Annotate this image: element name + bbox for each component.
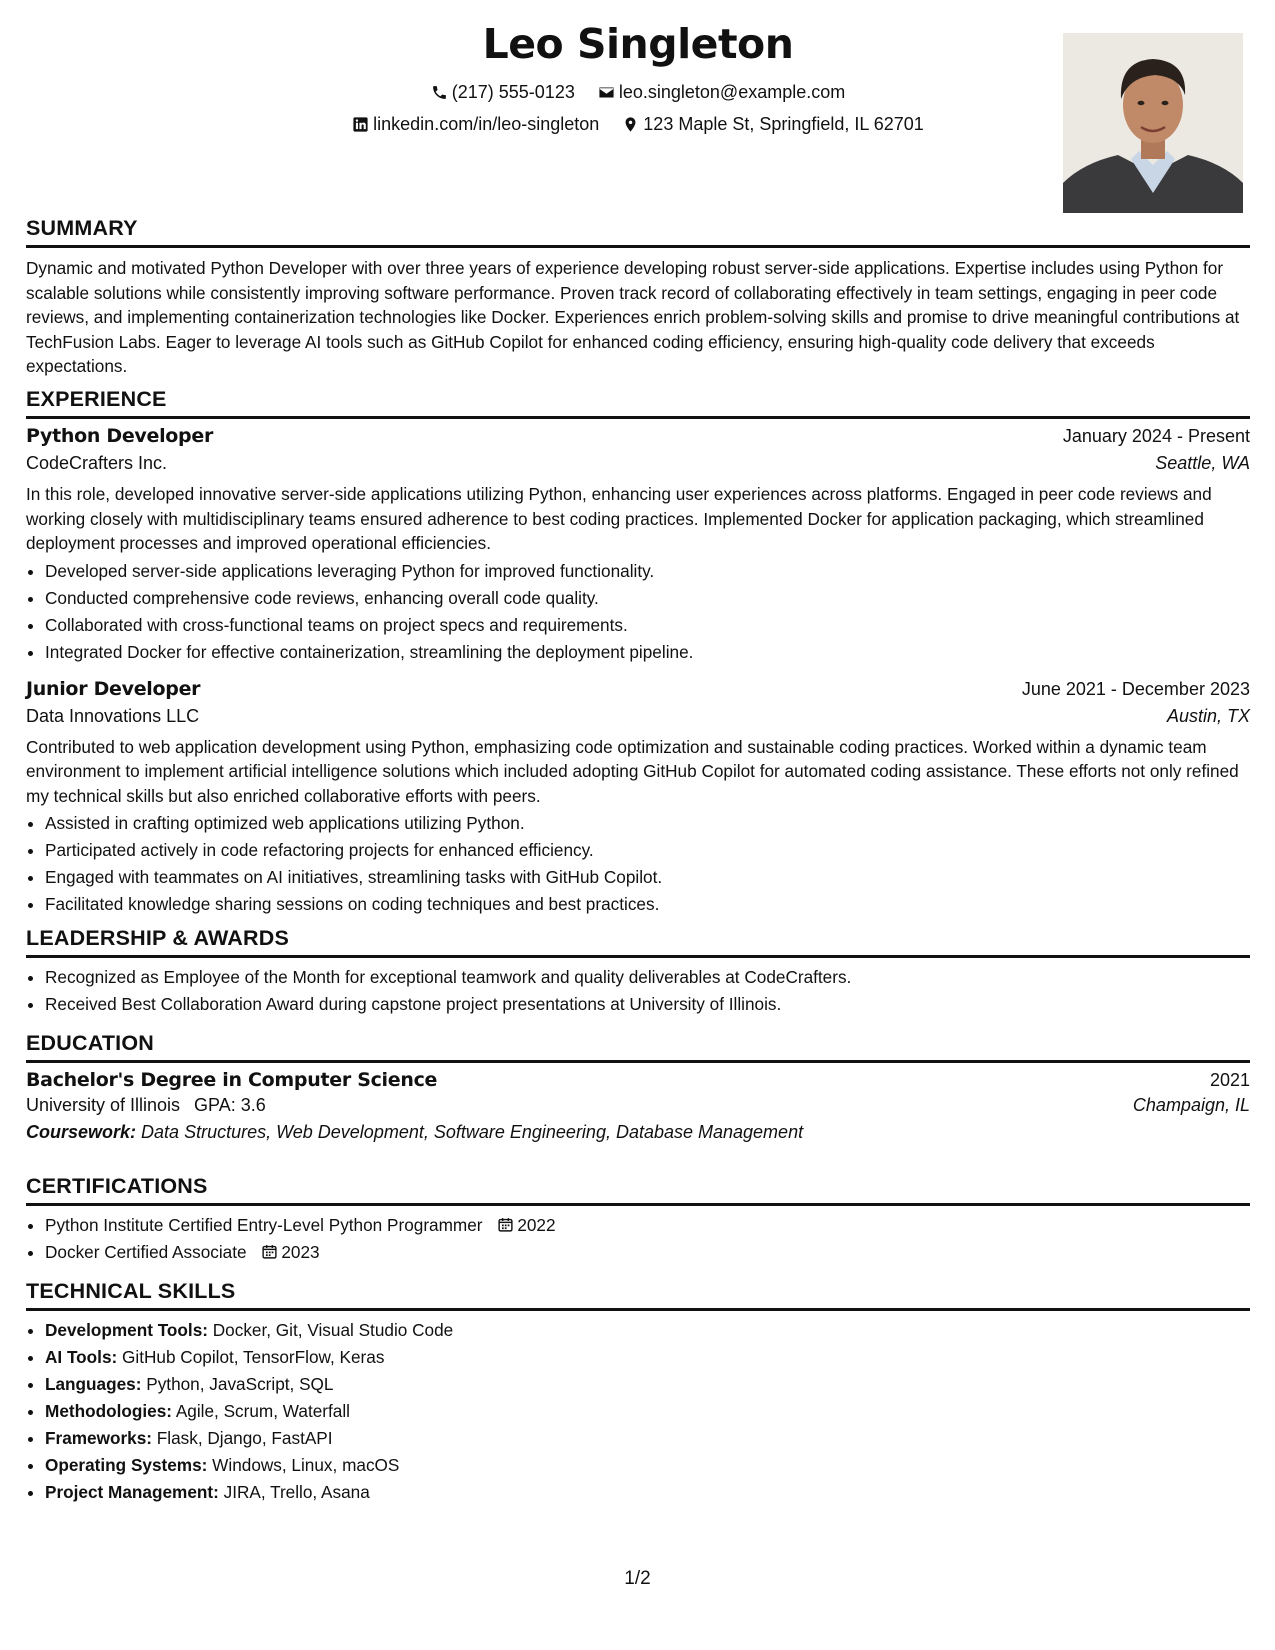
- list-item: • Recognized as Employee of the Month for exceptional teamwork and quality deliverables at CodeCrafters.: [45, 964, 1250, 991]
- resume-page: [26, 0, 1250, 1650]
- skills-section: [26, 1279, 1250, 1506]
- list-item: • Assisted in crafting optimized web applications utilizing Python.: [45, 810, 1250, 837]
- summary-heading: SUMMARY: [26, 216, 1250, 248]
- job-company: Data Innovations LLC: [26, 705, 200, 726]
- certifications-heading: CERTIFICATIONS: [26, 1174, 1250, 1206]
- calendar-icon: [497, 1216, 514, 1233]
- coursework-list: Data Structures, Web Development, Software Engineering, Database Management: [141, 1122, 804, 1142]
- page-number: 1/2: [624, 1568, 651, 1589]
- contact-email[interactable]: [598, 82, 845, 103]
- job-location: Austin, TX: [1166, 705, 1250, 726]
- summary-text: Dynamic and motivated Python Developer with over three years of experience developing robust server-side applications. Expertise includes using Python for scalable solutions while consistently improving software performance. Proven track record of collaborating effectively in team settings, engaging in peer code reviews, and implementing containerization technologies like Docker. Experiences enrich problem-solving skills and promise to drive meaningful contributions at TechFusion Labs. Eager to leverage AI tools such as GitHub Copilot for enhanced coding efficiency, ensuring high-quality code delivery that exceeds expectations.: [26, 258, 1240, 376]
- coursework: [26, 1122, 1250, 1143]
- skill-value: JIRA, Trello, Asana: [223, 1482, 370, 1502]
- phone-icon: [431, 84, 448, 101]
- job-company-row: [26, 706, 1250, 727]
- skills-list: [26, 1317, 1250, 1506]
- job-description: In this role, developed innovative server-side applications utilizing Python, enhancing user experiences across platforms. Engaged in peer code reviews and working closely with multidisciplinary teams ensured adherence to best coding practices. Implemented Docker for application packaging, which streamlined deployment processes and improved operational efficiencies.: [26, 484, 1212, 553]
- address-text: 123 Maple St, Springfield, IL 62701: [643, 114, 924, 134]
- job-location: Seattle, WA: [1155, 453, 1250, 473]
- list-item: [45, 1425, 1250, 1452]
- list-item: • Conducted comprehensive code reviews, enhancing overall code quality.: [45, 585, 1250, 612]
- list-item: • Participated actively in code refactoring projects for enhanced efficiency.: [45, 837, 1250, 864]
- summary-section: [26, 216, 1250, 379]
- education-section: [26, 1031, 1250, 1143]
- list-item: • Received Best Collaboration Award during capstone project presentations at University of Illinois.: [45, 991, 1250, 1018]
- certification-year: 2023: [281, 1242, 320, 1262]
- list-item: [45, 1371, 1250, 1398]
- coursework-label: Coursework:: [26, 1122, 137, 1142]
- contact-phone[interactable]: [431, 82, 575, 103]
- calendar-icon: [261, 1243, 278, 1260]
- candidate-name: Leo Singleton: [482, 20, 794, 68]
- job-entry: [26, 425, 1250, 666]
- job-header-row: [26, 425, 1250, 447]
- list-item: [45, 1452, 1250, 1479]
- skill-label: Project Management:: [45, 1482, 219, 1502]
- leadership-heading: LEADERSHIP & AWARDS: [26, 926, 1250, 958]
- envelope-icon: [598, 84, 615, 101]
- list-item: • Integrated Docker for effective containerization, streamlining the deployment pipeline.: [45, 639, 1250, 666]
- list-item: • Facilitated knowledge sharing sessions on coding techniques and best practices.: [45, 891, 1250, 918]
- certification-year: 2022: [517, 1215, 556, 1235]
- list-item: [45, 1479, 1250, 1506]
- skill-label: Frameworks:: [45, 1428, 152, 1448]
- list-item: [45, 1239, 1250, 1266]
- school-info: [26, 1095, 266, 1116]
- list-item: • Collaborated with cross-functional teams on project specs and requirements.: [45, 612, 1250, 639]
- job-dates: June 2021 - December 2023: [1021, 678, 1250, 699]
- experience-heading: EXPERIENCE: [26, 387, 1250, 419]
- list-item: [45, 1317, 1250, 1344]
- resume-header: [26, 0, 1250, 220]
- skills-heading: TECHNICAL SKILLS: [26, 1279, 1250, 1311]
- leadership-section: [26, 926, 1250, 1018]
- school-name: University of Illinois: [26, 1095, 181, 1115]
- skill-value: Docker, Git, Visual Studio Code: [212, 1320, 454, 1340]
- education-degree-row: [26, 1069, 1250, 1091]
- profile-photo: [1063, 33, 1243, 213]
- email-text: leo.singleton@example.com: [618, 82, 846, 102]
- contact-linkedin[interactable]: [352, 114, 599, 135]
- certifications-list: [26, 1212, 1250, 1266]
- leadership-list: [26, 964, 1250, 1018]
- skill-value: Python, JavaScript, SQL: [146, 1374, 334, 1394]
- education-school-row: [26, 1095, 1250, 1116]
- graduation-year: 2021: [1209, 1070, 1250, 1090]
- job-dates: January 2024 - Present: [1062, 426, 1250, 446]
- job-description: Contributed to web application development using Python, emphasizing code optimization and sustainable coding practices. Worked within a dynamic team environment to implement artificial intelligence solutions which included adopting GitHub Copilot for automated coding assistance. These efforts not only refined my technical skills but also enriched collaborative efforts with peers.: [26, 736, 1239, 806]
- school-location: Champaign, IL: [1132, 1095, 1250, 1115]
- list-item: [45, 1344, 1250, 1371]
- job-company: CodeCrafters Inc.: [26, 453, 168, 473]
- skill-value: Agile, Scrum, Waterfall: [175, 1401, 350, 1421]
- skill-label: Development Tools:: [45, 1320, 208, 1340]
- job-bullets: [26, 810, 1250, 918]
- contact-address: [622, 114, 924, 135]
- list-item: • Engaged with teammates on AI initiatives, streamlining tasks with GitHub Copilot.: [45, 864, 1250, 891]
- certification-name: Docker Certified Associate: [45, 1242, 247, 1262]
- skill-label: Operating Systems:: [45, 1455, 208, 1475]
- job-entry: [26, 678, 1250, 919]
- skill-label: AI Tools:: [45, 1347, 118, 1367]
- linkedin-icon: [352, 116, 369, 133]
- experience-section: [26, 387, 1250, 918]
- degree-title: Bachelor's Degree in Computer Science: [26, 1069, 438, 1091]
- list-item: [45, 1212, 1250, 1239]
- job-title: Junior Developer: [26, 677, 201, 700]
- certifications-section: [26, 1174, 1250, 1266]
- education-heading: EDUCATION: [26, 1031, 1250, 1063]
- phone-text: (217) 555-0123: [451, 82, 575, 102]
- map-pin-icon: [622, 116, 639, 133]
- skill-value: GitHub Copilot, TensorFlow, Keras: [122, 1347, 385, 1367]
- skill-value: Windows, Linux, macOS: [212, 1455, 400, 1475]
- job-company-row: [26, 453, 1250, 474]
- list-item: • Developed server-side applications leveraging Python for improved functionality.: [45, 558, 1250, 585]
- skill-value: Flask, Django, FastAPI: [156, 1428, 333, 1448]
- gpa: GPA: 3.6: [194, 1095, 266, 1115]
- job-title: Python Developer: [26, 425, 214, 447]
- skill-label: Languages:: [45, 1374, 142, 1394]
- linkedin-text: linkedin.com/in/leo-singleton: [373, 114, 600, 134]
- job-bullets: [26, 558, 1250, 666]
- skill-label: Methodologies:: [45, 1401, 172, 1421]
- job-header-row: [26, 678, 1250, 700]
- list-item: [45, 1398, 1250, 1425]
- certification-name: Python Institute Certified Entry-Level Python Programmer: [45, 1215, 483, 1235]
